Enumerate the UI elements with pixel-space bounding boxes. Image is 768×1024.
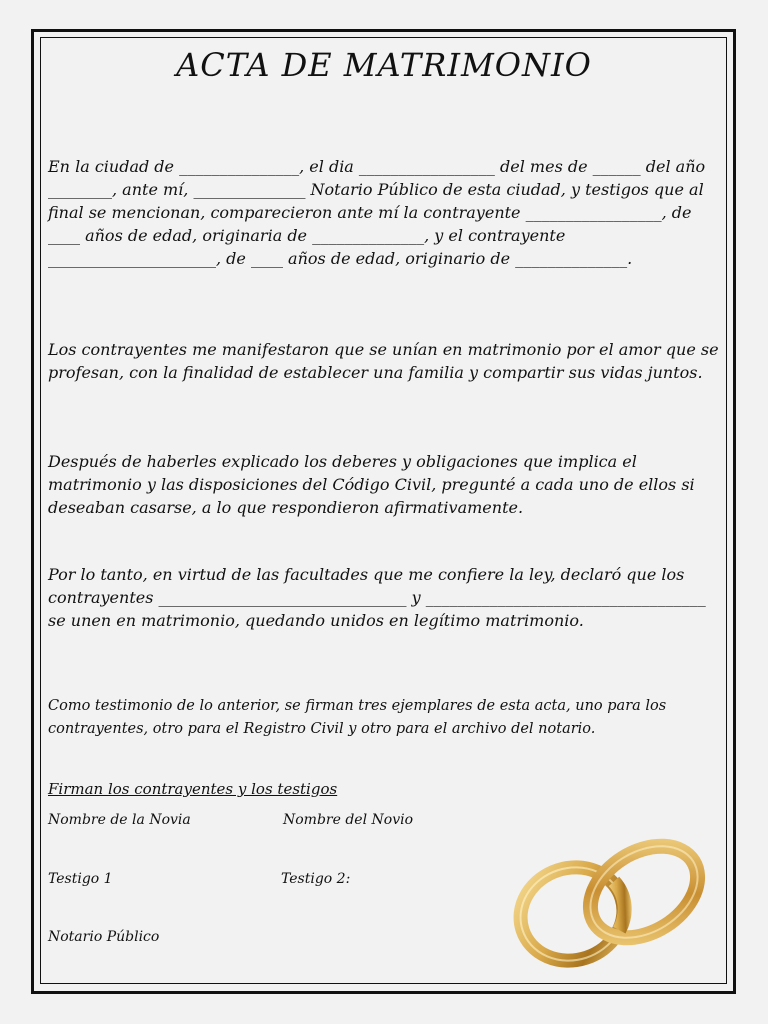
document-title: ACTA DE MATRIMONIO: [176, 46, 592, 84]
witness-2-label: Testigo 2:: [281, 871, 351, 887]
notary-label: Notario Público: [48, 929, 160, 945]
groom-name-label: Nombre del Novio: [283, 812, 414, 828]
signatures-heading: Firman los contrayentes y los testigos: [48, 780, 338, 798]
paragraph-declaration: Los contrayentes me manifestaron que se unían en matrimonio por el amor que se profesan, con la finalidad de establecer una familia y compartir sus vidas juntos.: [48, 340, 719, 382]
paragraph-union: Por lo tanto, en virtud de las facultades que me confiere la ley, declaró que los contrayentes _______________________________ y ___________________________________ se unen en matrimonio, quedando unidos en legítimo matrimonio.: [48, 565, 706, 630]
paragraph-testimony: Como testimonio de lo anterior, se firman tres ejemplares de esta acta, uno para los contrayentes, otro para el Registro Civil y otro para el archivo del notario.: [48, 698, 667, 737]
bride-name-label: Nombre de la Novia: [48, 812, 191, 828]
paragraph-parties: En la ciudad de _______________, el dia _________________ del mes de ______ del año ________, ante mí, ______________ Notario Público de esta ciudad, y testigos que al final se mencionan, comparecieron ante mí la contrayente _________________, de ____ años de edad, originaria de ______________, y el contrayente _____________________, de ____ años de edad, originario de ______________.: [48, 157, 706, 268]
witness-1-label: Testigo 1: [48, 871, 113, 887]
wedding-rings-icon: [512, 826, 712, 974]
paragraph-civil-code: Después de haberles explicado los deberes y obligaciones que implica el matrimonio y las disposiciones del Código Civil, pregunté a cada uno de ellos si deseaban casarse, a lo que respondieron afirmativamente.: [48, 452, 695, 517]
